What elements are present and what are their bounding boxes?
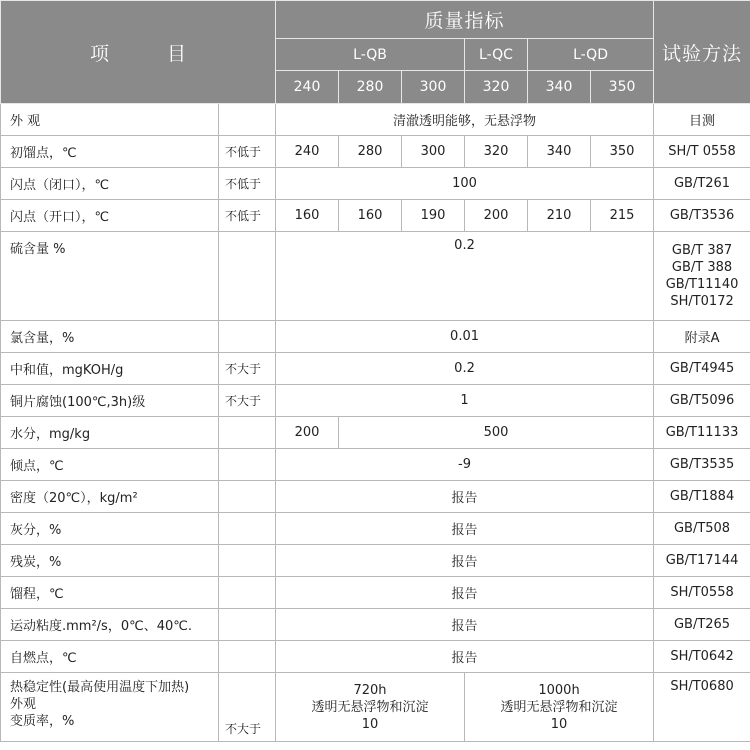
limit-label: 不大于	[219, 353, 276, 385]
method-cell: 目测	[654, 104, 750, 136]
item-label: 中和值，mgKOH/g	[1, 353, 219, 385]
header-grade-qc: L-QC	[465, 39, 528, 71]
value-cell: 清澈透明能够，无悬浮物	[276, 104, 654, 136]
value-cell: 报告	[276, 641, 654, 673]
method-cell: SH/T 0558	[654, 136, 750, 168]
value-line: 1000h	[538, 682, 580, 698]
method-cell: GB/T3536	[654, 200, 750, 232]
row-sulfur	[1, 232, 750, 321]
row-appearance	[1, 104, 750, 136]
limit-label	[219, 609, 276, 641]
method-cell: GB/T265	[654, 609, 750, 641]
value-cell: 500	[339, 417, 654, 449]
value-cell: 报告	[276, 577, 654, 609]
method-cell: SH/T0558	[654, 577, 750, 609]
item-line: 变质率，%	[10, 714, 75, 729]
value-cell	[465, 673, 654, 742]
value-cell: 240	[276, 136, 339, 168]
method-cell: SH/T0680	[654, 673, 750, 742]
item-label: 残炭，%	[1, 545, 219, 577]
method-cell: 附录A	[654, 321, 750, 353]
row-autoignition	[1, 641, 750, 673]
limit-label: 不低于	[219, 168, 276, 200]
method-cell: GB/T1884	[654, 481, 750, 513]
value-cell: 报告	[276, 481, 654, 513]
limit-label	[219, 513, 276, 545]
item-label: 氯含量，%	[1, 321, 219, 353]
method-cell: SH/T0642	[654, 641, 750, 673]
item-label	[1, 673, 219, 742]
value-cell: 340	[528, 136, 591, 168]
value-cell: 0.2	[276, 232, 654, 321]
item-line: 热稳定性(最高使用温度下加热)	[10, 680, 190, 695]
limit-label: 不低于	[219, 200, 276, 232]
item-label: 初馏点，℃	[1, 136, 219, 168]
limit-label	[219, 321, 276, 353]
header-items: 项 目	[1, 1, 276, 104]
value-cell	[276, 673, 465, 742]
header-method: 试验方法	[654, 1, 750, 104]
limit-label: 不大于	[219, 673, 276, 742]
value-cell: 350	[591, 136, 654, 168]
header-sub-340: 340	[528, 71, 591, 104]
row-copper-corrosion	[1, 385, 750, 417]
item-label: 倾点，℃	[1, 449, 219, 481]
item-label: 外 观	[1, 104, 219, 136]
method-line: GB/T 388	[671, 260, 733, 275]
method-line: GB/T 387	[671, 243, 733, 258]
row-ash	[1, 513, 750, 545]
value-cell: 320	[465, 136, 528, 168]
value-cell: 280	[339, 136, 402, 168]
value-cell: 190	[402, 200, 465, 232]
limit-label	[219, 577, 276, 609]
value-line: 720h	[353, 682, 387, 698]
limit-label	[219, 449, 276, 481]
value-cell: -9	[276, 449, 654, 481]
limit-label	[219, 417, 276, 449]
value-cell: 1	[276, 385, 654, 417]
row-flash-closed	[1, 168, 750, 200]
row-chlorine	[1, 321, 750, 353]
header-sub-320: 320	[465, 71, 528, 104]
value-cell: 200	[276, 417, 339, 449]
item-label: 铜片腐蚀(100℃,3h)级	[1, 385, 219, 417]
row-viscosity	[1, 609, 750, 641]
item-label: 闪点（闭口），℃	[1, 168, 219, 200]
value-cell: 160	[276, 200, 339, 232]
item-label: 馏程，℃	[1, 577, 219, 609]
row-distillation	[1, 577, 750, 609]
value-cell: 0.01	[276, 321, 654, 353]
limit-label	[219, 641, 276, 673]
item-label: 运动粘度.mm²/s，0℃、40℃.	[1, 609, 219, 641]
row-flash-open	[1, 200, 750, 232]
method-cell: GB/T17144	[654, 545, 750, 577]
value-cell: 报告	[276, 545, 654, 577]
item-label: 密度（20℃），kg/m²	[1, 481, 219, 513]
value-cell: 200	[465, 200, 528, 232]
value-cell: 报告	[276, 513, 654, 545]
item-label: 水分，mg/kg	[1, 417, 219, 449]
method-cell: GB/T508	[654, 513, 750, 545]
method-cell: GB/T3535	[654, 449, 750, 481]
limit-label: 不大于	[219, 385, 276, 417]
value-cell: 报告	[276, 609, 654, 641]
limit-label	[219, 481, 276, 513]
row-density	[1, 481, 750, 513]
value-line: 透明无悬浮物和沉淀	[500, 699, 618, 715]
item-label: 灰分，%	[1, 513, 219, 545]
value-cell: 210	[528, 200, 591, 232]
value-line: 10	[550, 716, 568, 732]
row-water	[1, 417, 750, 449]
row-pour-point	[1, 449, 750, 481]
method-cell	[654, 232, 750, 321]
header-grade-qd: L-QD	[528, 39, 654, 71]
value-cell: 300	[402, 136, 465, 168]
value-cell: 160	[339, 200, 402, 232]
row-initial-boiling-point	[1, 136, 750, 168]
method-line: GB/T11140	[665, 277, 739, 292]
row-carbon-residue	[1, 545, 750, 577]
method-cell: GB/T261	[654, 168, 750, 200]
header-sub-300: 300	[402, 71, 465, 104]
value-line: 透明无悬浮物和沉淀	[311, 699, 429, 715]
limit-label	[219, 545, 276, 577]
value-line: 10	[361, 716, 379, 732]
header-sub-240: 240	[276, 71, 339, 104]
limit-label	[219, 232, 276, 321]
header-quality: 质量指标	[276, 1, 654, 39]
header-grade-qb: L-QB	[276, 39, 465, 71]
item-line: 外观	[10, 697, 37, 712]
method-cell: GB/T4945	[654, 353, 750, 385]
item-label: 自燃点，℃	[1, 641, 219, 673]
header-sub-350: 350	[591, 71, 654, 104]
item-label: 闪点（开口），℃	[1, 200, 219, 232]
value-cell: 0.2	[276, 353, 654, 385]
row-neutral-value	[1, 353, 750, 385]
value-cell: 100	[276, 168, 654, 200]
method-cell: GB/T5096	[654, 385, 750, 417]
row-thermal-stability	[1, 673, 750, 742]
value-cell: 215	[591, 200, 654, 232]
method-cell: GB/T11133	[654, 417, 750, 449]
method-line: SH/T0172	[670, 294, 734, 309]
limit-label	[219, 104, 276, 136]
limit-label: 不低于	[219, 136, 276, 168]
header-sub-280: 280	[339, 71, 402, 104]
item-label: 硫含量 %	[1, 232, 219, 321]
